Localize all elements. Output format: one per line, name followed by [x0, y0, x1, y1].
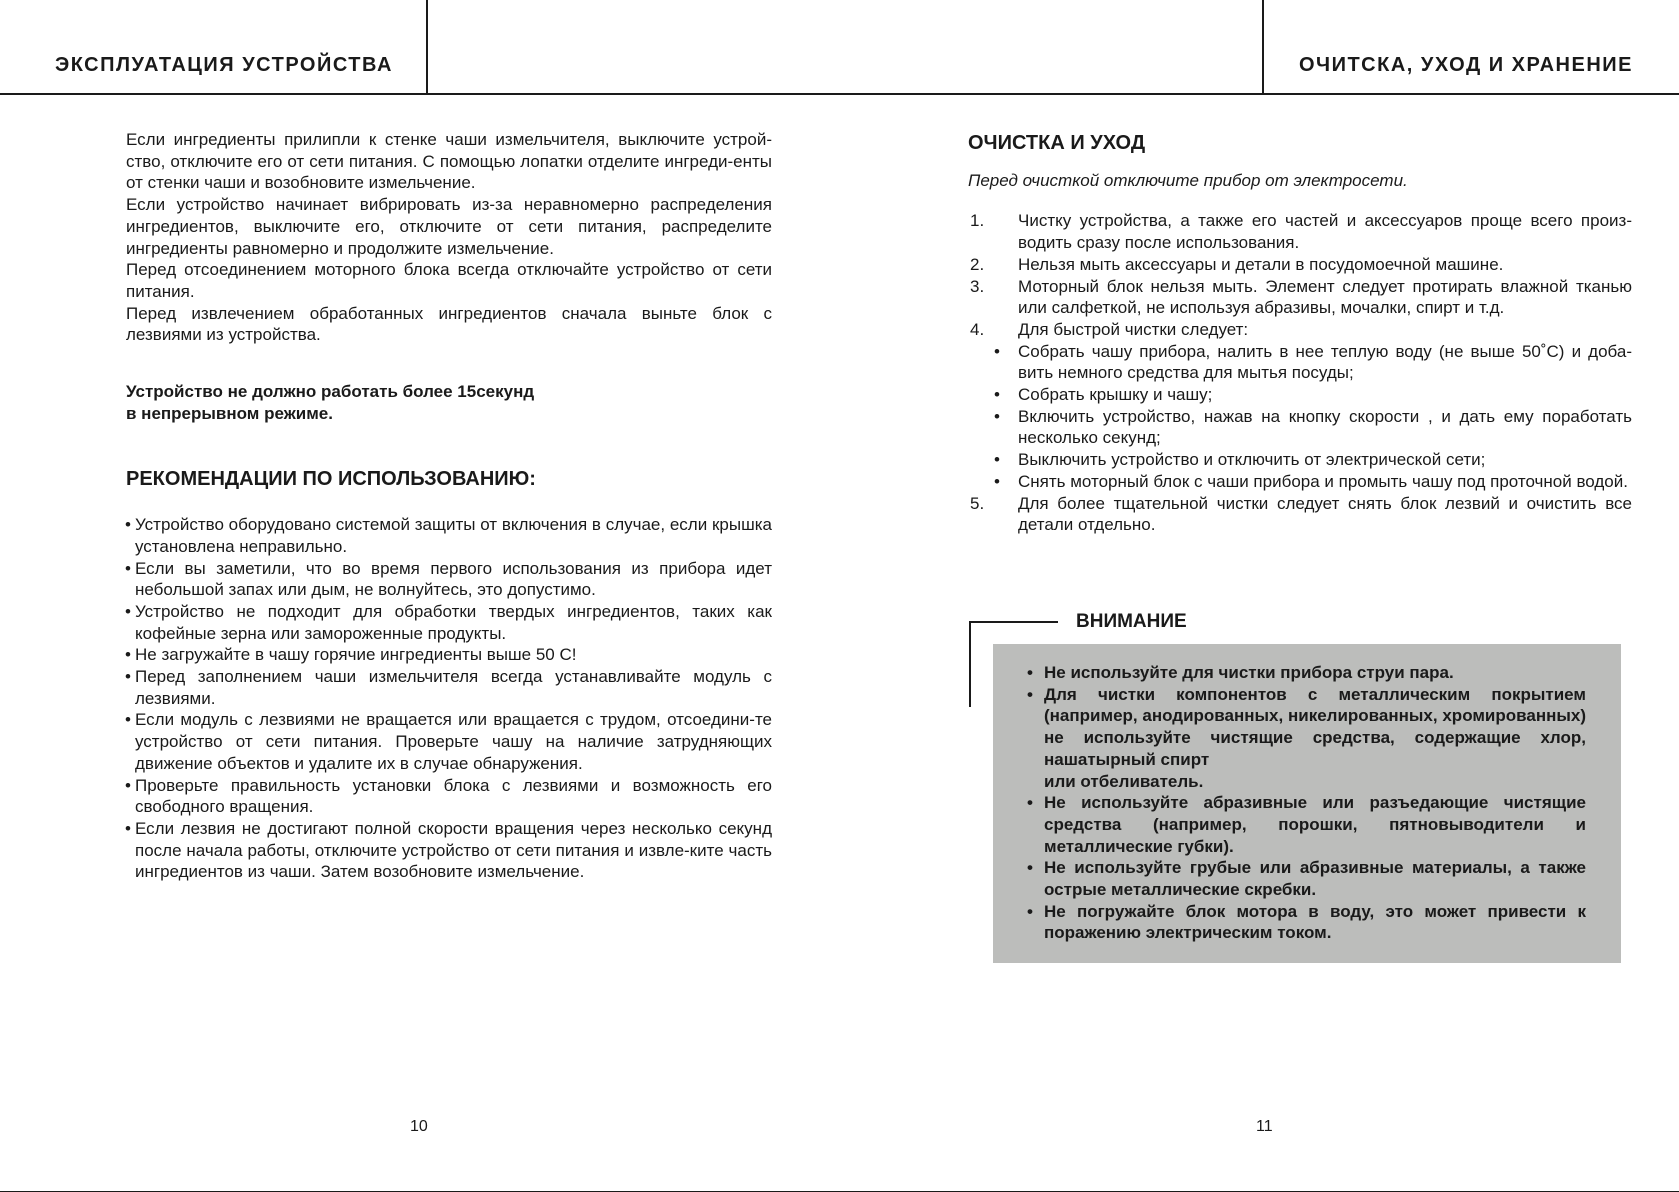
- step-text: Выключить устройство и отключить от электрической сети;: [1018, 450, 1486, 470]
- header-divider-left: [426, 0, 428, 94]
- attention-bracket-top: [969, 621, 1058, 623]
- left-header-title: ЭКСПЛУАТАЦИЯ УСТРОЙСТВА: [55, 54, 393, 76]
- step-text: Собрать крышку и чашу;: [1018, 385, 1213, 405]
- paragraph: Если устройство начинает вибрировать из-за неравномерно распределения ингредиентов, выключите его, отключите от сети питания, распределите ингредиенты равномерно и продолжите измельчение.: [126, 195, 772, 258]
- list-item: или отбеливатель.: [1044, 771, 1204, 791]
- bullet: •: [994, 385, 1000, 405]
- step-text: Нельзя мыть аксессуары и детали в посудомоечной машине.: [1018, 254, 1504, 274]
- list-item: [968, 341, 1632, 384]
- step-number: 1.: [970, 211, 985, 231]
- list-item: • Не используйте грубые или абразивные материалы, а также острые металлические скребки.: [1025, 857, 1586, 900]
- list-item: • Перед заполнением чаши измельчителя всегда устанавливайте модуль с лезвиями.: [126, 666, 772, 709]
- list-item: • Не загружайте в чашу горячие ингредиенты выше 50 С!: [126, 644, 772, 666]
- bullet: •: [994, 406, 1000, 426]
- list-item: • Не используйте абразивные или разъедающие чистящие средства (например, порошки, пятновыводители и металлические губки).: [1025, 792, 1586, 857]
- list-item: [968, 384, 1632, 406]
- bullet: •: [994, 450, 1000, 470]
- list-item: [968, 471, 1632, 493]
- page-number-left: 10: [410, 1118, 428, 1135]
- list-item: • Для чистки компонентов с металлическим покрытием (например, анодированных, никелированных, хромированных) не используйте чистящие средства, содержащие хлор, нашатырный спирт: [1025, 684, 1586, 771]
- step-number: 3.: [970, 276, 985, 296]
- list-item: [968, 254, 1632, 276]
- step-text: Чистку устройства, а также его частей и аксессуаров проще всего произ-водить сразу после использования.: [1018, 211, 1632, 253]
- list-item: • Не используйте для чистки прибора струи пара.: [1025, 662, 1586, 684]
- right-header-title: ОЧИТСКА, УХОД И ХРАНЕНИЕ: [1298, 54, 1633, 76]
- right-page-content: [968, 133, 1632, 536]
- list-item: • Если вы заметили, что во время первого использования из прибора идет небольшой запах или дым, не волнуйтесь, это допустимо.: [126, 558, 772, 601]
- header-divider-right: [1262, 0, 1264, 94]
- list-item: • Устройство не подходит для обработки твердых ингредиентов, таких как кофейные зерна или замороженные продукты.: [126, 601, 772, 644]
- page-number-right: 11: [1256, 1118, 1273, 1135]
- header-rule: [0, 93, 1679, 95]
- list-item: [968, 276, 1632, 319]
- step-text: Собрать чашу прибора, налить в нее теплую воду (не выше 50˚С) и доба-вить немного средства для мытья посуды;: [1018, 341, 1632, 383]
- list-item: • Если модуль с лезвиями не вращается или вращается с трудом, отсоедини-те устройство от сети питания. Проверьте чашу на наличие затрудняющих движение объектов и удалите их в случае обнаружения.: [126, 709, 772, 774]
- warning-line: Устройство не должно работать более 15секунд: [126, 382, 535, 402]
- step-number: 2.: [970, 254, 985, 274]
- list-item: [968, 449, 1632, 471]
- list-item: • Если лезвия не достигают полной скорости вращения через несколько секунд после начала работы, отключите устройство от сети питания и извле-ките часть ингредиентов из чаши. Затем возобновите измельчение.: [126, 818, 772, 883]
- list-item: • Проверьте правильность установки блока с лезвиями и возможность его свободного вращения.: [126, 775, 772, 818]
- step-number: 4.: [970, 319, 985, 339]
- cleaning-intro: Перед очисткой отключите прибор от электросети.: [968, 170, 1408, 190]
- operation-time-warning: [126, 381, 772, 424]
- list-item: [968, 210, 1632, 253]
- recommendations-heading: РЕКОМЕНДАЦИИ ПО ИСПОЛЬЗОВАНИЮ:: [126, 468, 536, 491]
- bullet: •: [994, 341, 1000, 361]
- step-text: Включить устройство, нажав на кнопку скорости , и дать ему поработать несколько секунд;: [1018, 406, 1632, 448]
- left-page-content: [126, 129, 772, 883]
- step-text: Для быстрой чистки следует:: [1018, 319, 1249, 339]
- list-item: [968, 406, 1632, 449]
- cleaning-heading: ОЧИСТКА И УХОД: [968, 132, 1146, 154]
- list-item: [968, 319, 1632, 341]
- step-number: 5.: [970, 493, 985, 513]
- attention-box: [993, 644, 1621, 963]
- step-text: Для более тщательной чистки следует снять блок лезвий и очистить все детали отдельно.: [1018, 493, 1632, 535]
- paragraph: Перед отсоединением моторного блока всегда отключайте устройство от сети питания.: [126, 260, 772, 301]
- step-text: Моторный блок нельзя мыть. Элемент следует протирать влажной тканью или салфеткой, не используя абразивы, мочалки, спирт и т.д.: [1018, 276, 1632, 318]
- paragraph: Перед извлечением обработанных ингредиентов сначала выньте блок с лезвиями из устройства.: [126, 303, 772, 345]
- attention-heading: ВНИМАНИЕ: [1076, 611, 1187, 632]
- step-text: Снять моторный блок с чаши прибора и промыть чашу под проточной водой.: [1018, 471, 1628, 491]
- recommendations-list: [126, 514, 772, 883]
- list-item: • Устройство оборудовано системой защиты от включения в случае, если крышка установлена неправильно.: [126, 514, 772, 557]
- warning-line: в непрерывном режиме.: [126, 403, 333, 423]
- cleaning-steps: [968, 210, 1632, 536]
- bullet: •: [994, 471, 1000, 491]
- list-item: • Не погружайте блок мотора в воду, это может привести к поражению электрическим током.: [1025, 901, 1586, 944]
- attention-bracket-side: [969, 621, 971, 707]
- list-item: [968, 493, 1632, 536]
- attention-list: [1025, 662, 1586, 944]
- paragraph: Если ингредиенты прилипли к стенке чаши измельчителя, выключите устрой-ство, отключите его от сети питания. С помощью лопатки отделите ингреди-енты от стенки чаши и возобновите измельчение.: [126, 130, 772, 193]
